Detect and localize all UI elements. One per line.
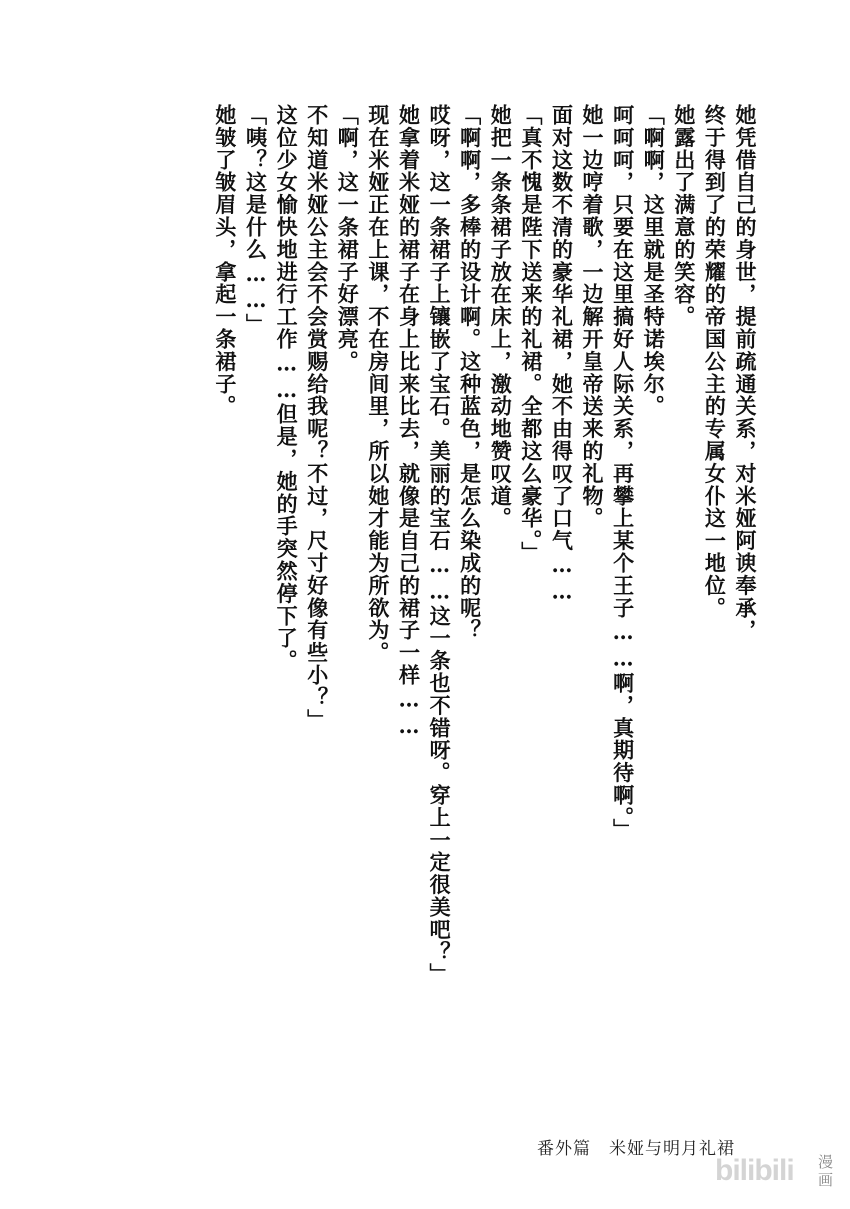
prose-line: 这位少女愉快地进行工作……但是，她的手突然停下了。 [274, 104, 300, 672]
chapter-title: 番外篇 米娅与明月礼裙 [537, 1139, 735, 1159]
prose-line: 「啊啊，这里就是圣特诺埃尔。 [641, 104, 667, 418]
prose-line: 「啊啊，多棒的设计啊。这种蓝色，是怎么染成的呢？ [457, 104, 483, 642]
prose-line: 她拿着米娅的裙子在身上比来比去，就像是自己的裙子一样…… [396, 104, 422, 740]
prose-line: 「咦？这是什么……」 [243, 104, 269, 336]
prose-line: 她皱了皱眉头，拿起一条裙子。 [212, 104, 238, 418]
prose-line: 她凭借自己的身世，提前疏通关系，对米娅阿谀奉承， [733, 104, 758, 642]
prose-line: 哎呀，这一条裙子上镶嵌了宝石。美丽的宝石……这一条也不错呀。穿上一定很美吧？」 [427, 104, 453, 986]
prose-line: 终于得到了的荣耀的帝国公主的专属女仆这一地位。 [702, 104, 728, 620]
bilibili-manga-logo [715, 1150, 835, 1190]
prose-line: 「真不愧是陛下送来的礼裙。全都这么豪华。」 [518, 104, 544, 564]
manga-logo-char-2: 画 [818, 1171, 834, 1189]
prose-line: 她把一条条裙子放在床上，激动地赞叹道。 [488, 104, 514, 530]
prose-line: 不知道米娅公主会不会赏赐给我呢？不过，尺寸好像有些小？」 [304, 104, 330, 732]
vertical-prose [209, 104, 760, 986]
prose-line: 她一边哼着歌，一边解开皇帝送来的礼物。 [580, 104, 606, 530]
prose-line: 现在米娅正在上课，不在房间里，所以她才能为所欲为。 [365, 104, 391, 664]
manga-logo-char-1: 漫 [818, 1153, 834, 1171]
prose-line: 「啊，这一条裙子好漂亮。 [335, 104, 361, 373]
prose-line: 呵呵呵，只要在这里搞好人际关系，再攀上某个王子……啊，真期待啊。」 [610, 104, 636, 841]
prose-line: 面对这数不清的豪华礼裙，她不由得叹了口气…… [549, 104, 575, 605]
prose-line: 她露出了满意的笑容。 [671, 104, 697, 328]
bilibili-logo-text: bilibili [715, 1154, 794, 1187]
